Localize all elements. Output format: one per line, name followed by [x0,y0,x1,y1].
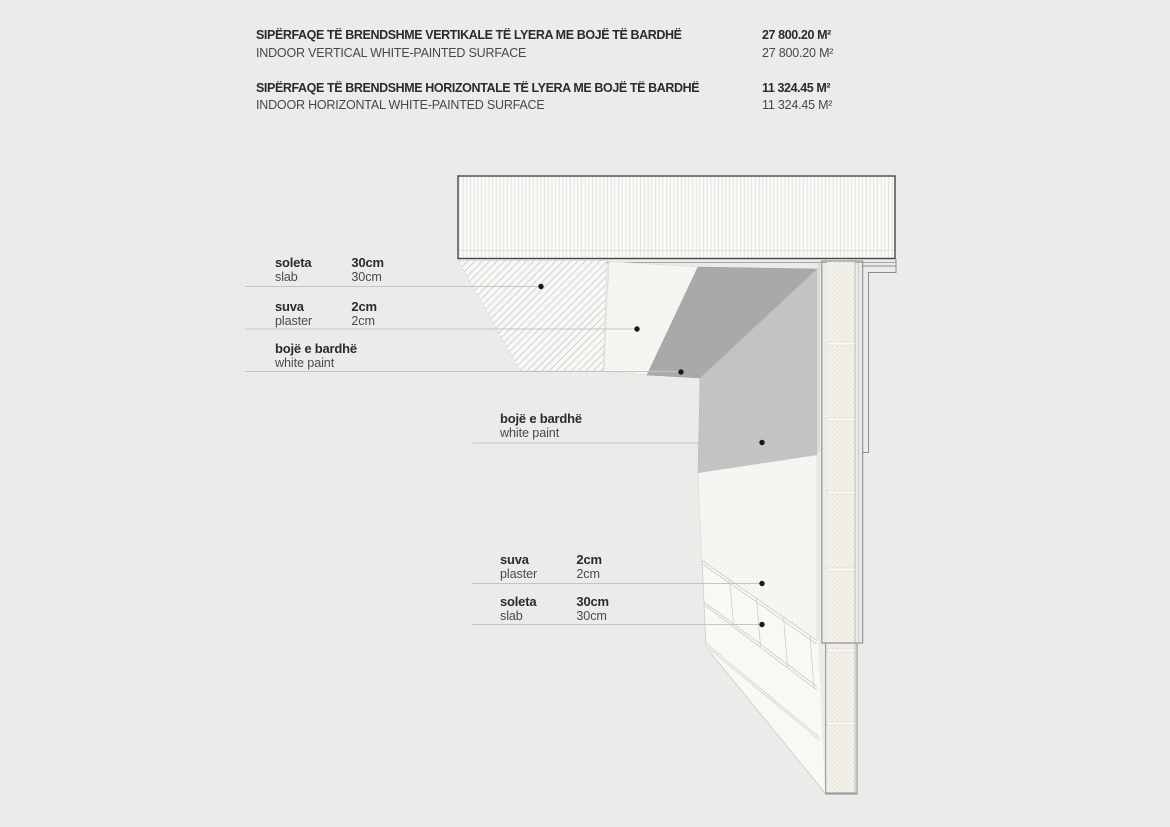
callout-term-sq: bojë e bardhë [275,341,357,356]
callout-plaster-bottom [500,552,602,582]
leader-dot [634,326,639,331]
summary-value-vertical-sq: 27 800.20 M² [762,28,831,42]
leader-dot [538,284,543,289]
leader-dot [759,440,764,445]
callout-value-en: 2cm [576,567,600,581]
callout-value-en: 30cm [351,270,382,284]
callout-term-en: slab [500,609,523,623]
callout-term-sq: bojë e bardhë [500,411,582,426]
callout-plaster-top [275,299,377,329]
callout-term-en: plaster [275,314,313,328]
leader-dot [678,369,683,374]
summary-title-horizontal-sq: SIPËRFAQE TË BRENDSHME HORIZONTALE TË LYERA ME BOJË TË BARDHË [256,81,700,95]
callout-value-sq: 30cm [576,594,609,609]
summary-value-vertical-en: 27 800.20 M² [762,45,834,60]
callout-value-en: 2cm [351,314,375,328]
leader-dot [759,622,764,627]
ceiling-slab-cut-face [458,261,607,372]
callout-term-sq: soleta [275,255,312,270]
callout-slab-top [275,255,384,285]
upper-slab-section [458,176,895,259]
summary-title-horizontal-en: INDOOR HORIZONTAL WHITE-PAINTED SURFACE [256,98,545,112]
callout-value-sq: 2cm [351,299,377,314]
callout-term-sq: soleta [500,594,537,609]
summary-title-vertical-sq: SIPËRFAQE TË BRENDSHME VERTIKALE TË LYERA ME BOJË TË BARDHË [256,28,682,42]
leader-dot [759,581,764,586]
callout-term-en: white paint [275,356,335,370]
summary-value-horizontal-en: 11 324.45 M² [762,98,833,112]
callout-value-sq: 30cm [351,255,384,270]
callout-value-en: 30cm [576,609,607,623]
callout-value-sq: 2cm [576,552,602,567]
wall-core-section [826,261,858,794]
callout-term-sq: suva [500,552,529,567]
summary-value-horizontal-sq: 11 324.45 M² [762,81,831,95]
callout-white-paint-wall [500,411,582,441]
callout-term-en: plaster [500,567,538,581]
summary-title-vertical-en: INDOOR VERTICAL WHITE-PAINTED SURFACE [256,45,527,60]
callout-white-paint-ceiling [275,341,357,371]
callout-slab-bottom [500,594,609,624]
callout-term-en: slab [275,270,298,284]
callout-term-sq: suva [275,299,304,314]
callout-term-en: white paint [500,426,560,440]
